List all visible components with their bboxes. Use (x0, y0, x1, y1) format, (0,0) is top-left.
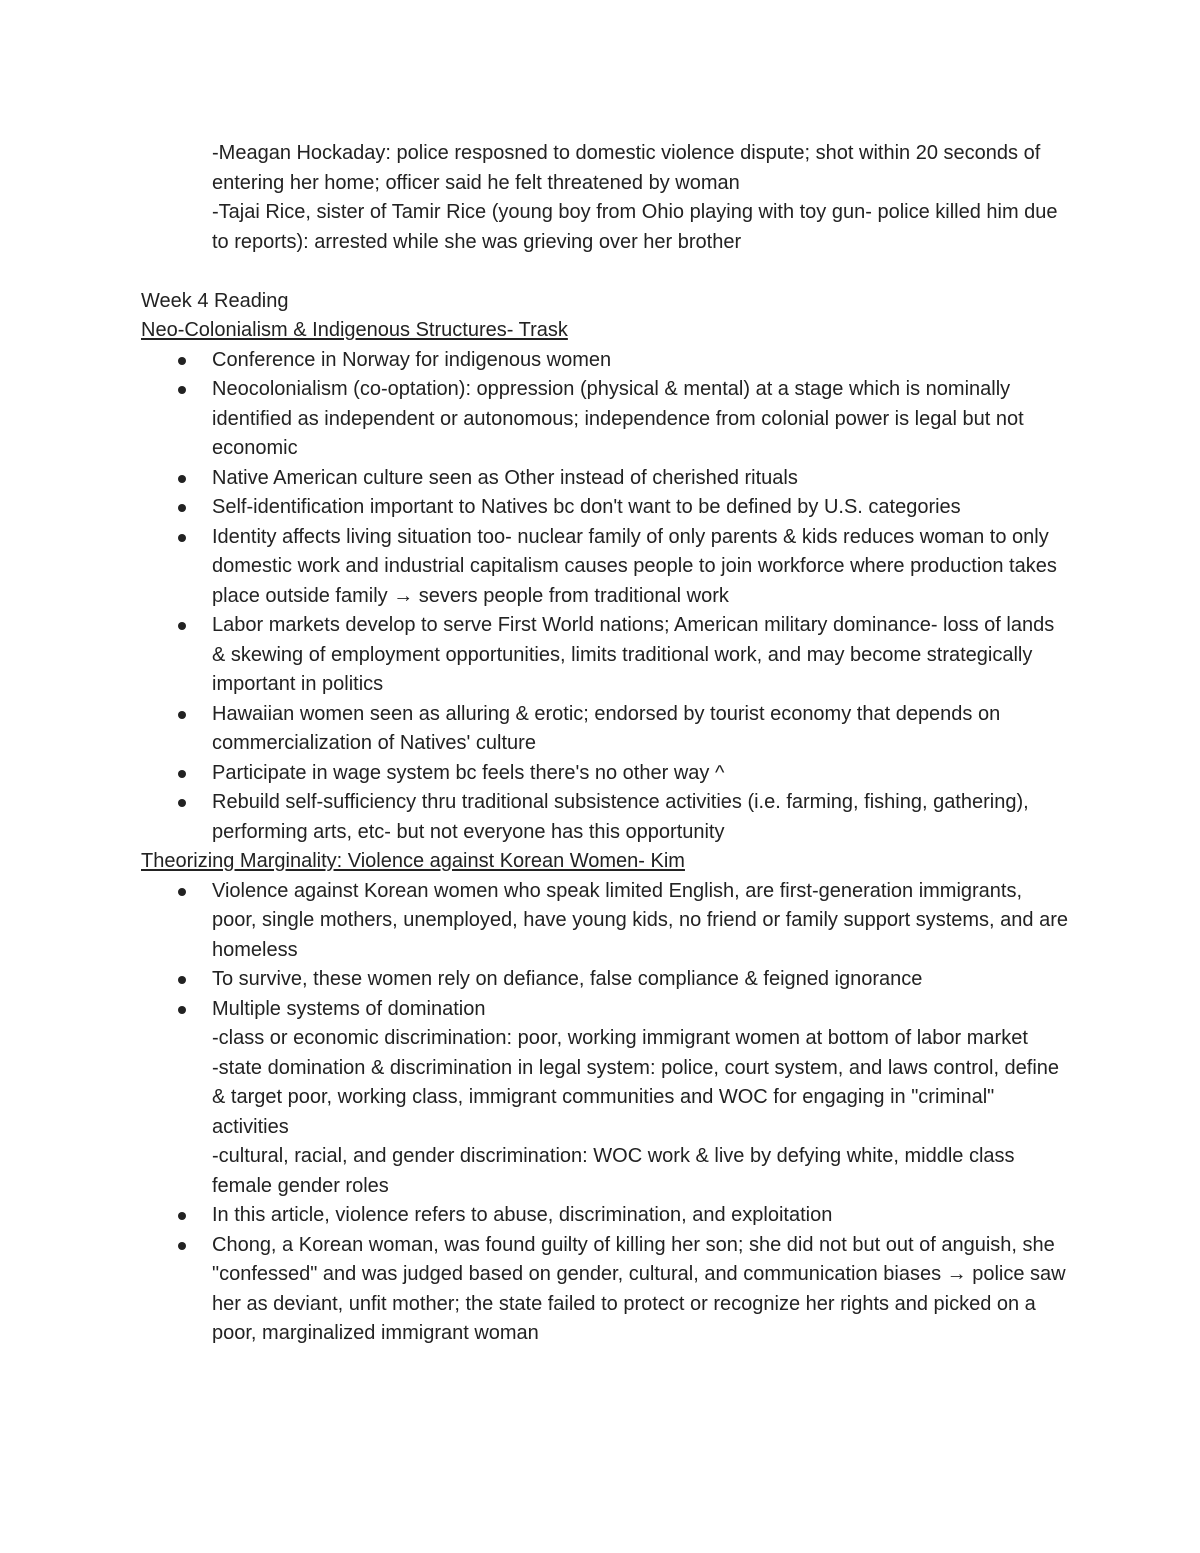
bullet-dot (178, 622, 186, 630)
bullet-dot (178, 888, 186, 896)
list-item-text: Conference in Norway for indigenous women (212, 348, 612, 371)
list-item (141, 611, 1071, 700)
list-item (141, 464, 1071, 494)
list-item-text: Participate in wage system bc feels there's no other way ^ (212, 761, 725, 784)
bullet-dot (178, 386, 186, 394)
list-item (141, 759, 1071, 789)
list-item-text: Rebuild self-sufficiency thru traditional subsistence activities (i.e. farming, fishing, gathering), performing arts, etc- but not everyone has this opportunity (212, 791, 1029, 843)
list-item-text: Hawaiian women seen as alluring & erotic; endorsed by tourist economy that depends on commercialization of Natives' culture (212, 702, 1001, 754)
list-item-text: Violence against Korean women who speak limited English, are first-generation immigrants, poor, single mothers, unemployed, have young kids, no friend or family support systems, and are homeless (212, 879, 1069, 961)
list-item (141, 346, 1071, 376)
list-item (141, 375, 1071, 464)
list-item-text: Self-identification important to Natives bc don't want to be defined by U.S. categories (212, 496, 961, 518)
list-item (141, 493, 1071, 523)
list-item (141, 965, 1071, 995)
bullet-dot (178, 976, 186, 984)
list-item-text: Labor markets develop to serve First World nations; American military dominance- loss of lands & skewing of employment opportunities, limits traditional work, and may become strategically important in politics (212, 614, 1055, 695)
trask-bullet-list (141, 346, 1071, 848)
bullet-dot (178, 1006, 186, 1014)
week-heading: Week 4 Reading (141, 289, 289, 312)
sub-point-economic: -class or economic discrimination: poor, working immigrant women at bottom of labor market (212, 1027, 1028, 1049)
bullet-dot (178, 711, 186, 719)
bullet-dot (178, 1242, 186, 1250)
sub-point-state: -state domination & discrimination in legal system: police, court system, and laws control, define & target poor, working class, immigrant communities and WOC for engaging in "criminal" activities (212, 1056, 1060, 1138)
list-item (141, 995, 1071, 1202)
list-item (141, 523, 1071, 612)
list-item-text: To survive, these women rely on defiance, false compliance & feigned ignorance (212, 968, 923, 990)
intro-line-hockaday: -Meagan Hockaday: police resposned to domestic violence dispute; shot within 20 seconds of entering her home; officer said he felt threatened by woman (212, 142, 1041, 194)
bullet-dot (178, 475, 186, 483)
intro-line-tajai-rice: -Tajai Rice, sister of Tamir Rice (young boy from Ohio playing with toy gun- police killed him due to reports): arrested while she was grieving over her brother (212, 201, 1058, 253)
list-item (141, 788, 1071, 847)
blank-line (141, 257, 1071, 287)
bullet-dot (178, 1212, 186, 1220)
list-item-text: In this article, violence refers to abuse, discrimination, and exploitation (212, 1204, 833, 1226)
bullet-dot (178, 770, 186, 778)
section-title-kim: Theorizing Marginality: Violence against Korean Women- Kim (141, 850, 685, 872)
bullet-dot (178, 504, 186, 512)
list-item (141, 1201, 1071, 1231)
sub-point-cultural: -cultural, racial, and gender discrimination: WOC work & live by defying white, middle class female gender roles (212, 1145, 1015, 1197)
list-item-text: Identity affects living situation too- nuclear family of only parents & kids reduces woman to only domestic work and industrial capitalism causes people to join workforce where production takes place outside family → severs people from traditional work (212, 525, 1057, 607)
kim-bullet-list (141, 877, 1071, 1349)
list-item (141, 877, 1071, 966)
list-item (141, 700, 1071, 759)
intro-notes (212, 139, 1071, 257)
list-item-text: Neocolonialism (co-optation): oppression (physical & mental) at a stage which is nominally identified as independent or autonomous; independence from colonial power is legal but not economic (212, 378, 1024, 459)
bullet-dot (178, 799, 186, 807)
list-item-text: Native American culture seen as Other instead of cherished rituals (212, 466, 798, 489)
bullet-dot (178, 357, 186, 365)
list-item-text: Chong, a Korean woman, was found guilty of killing her son; she did not but out of anguish, she "confessed" and was judged based on gender, cultural, and communication biases → police saw her as deviant, unfit mother; the state failed to protect or recognize her rights and picked on a poor, marginalized immigrant woman (212, 1233, 1066, 1344)
list-item-text: Multiple systems of domination (212, 997, 486, 1020)
bullet-dot (178, 534, 186, 542)
section-title-trask: Neo-Colonialism & Indigenous Structures- Trask (141, 319, 568, 341)
list-item (141, 1231, 1071, 1349)
page-content (141, 139, 1071, 1349)
